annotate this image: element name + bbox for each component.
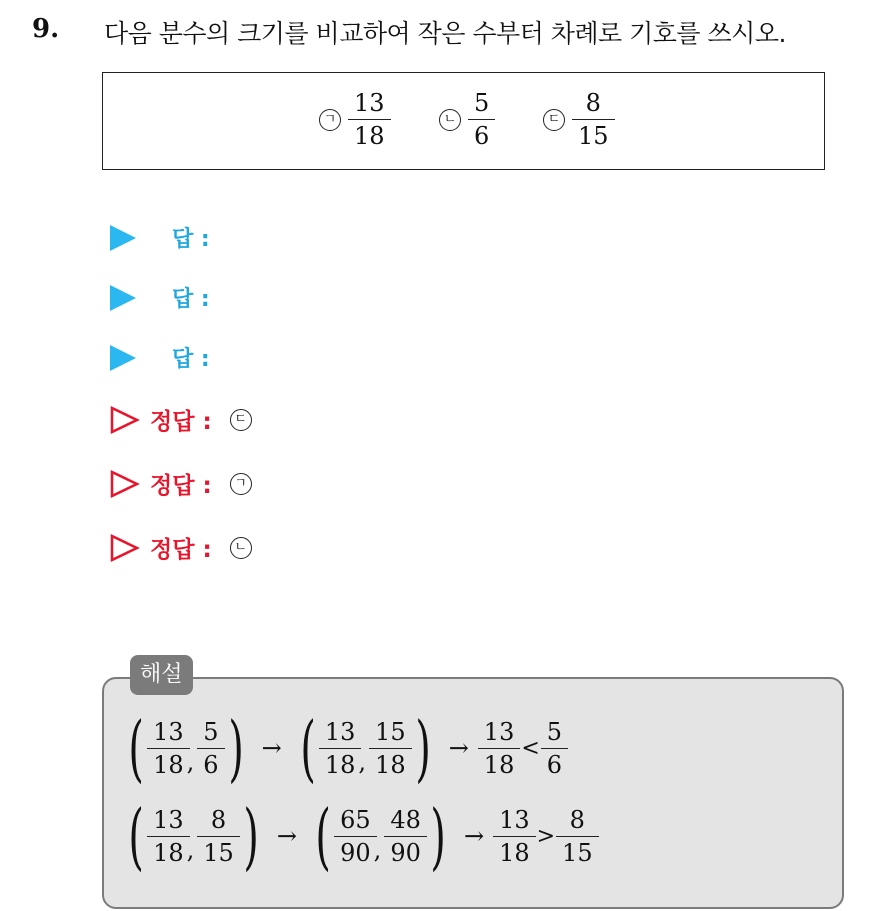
numerator: 13: [153, 805, 184, 834]
outline-triangle-icon: [110, 534, 140, 562]
answer-row-3[interactable]: [110, 342, 210, 373]
choice-symbol: ㄷ: [543, 109, 565, 131]
correct-label: 정답 :: [150, 409, 212, 435]
numerator: 13: [153, 717, 184, 746]
numerator: 13: [354, 89, 385, 117]
fraction: [200, 717, 221, 779]
fraction: [544, 717, 565, 779]
arrow: →: [463, 822, 485, 850]
question-number: 9.: [32, 14, 60, 44]
numerator: 8: [585, 89, 601, 117]
left-paren: (: [128, 794, 144, 878]
fraction: [496, 805, 533, 867]
comparison-operator: <: [521, 735, 540, 761]
choice-symbol: ㄴ: [439, 109, 461, 131]
fraction: [150, 805, 187, 867]
comparison-operator: >: [536, 823, 556, 849]
answer-row-2[interactable]: [110, 282, 210, 313]
choice-nieun: [439, 91, 492, 148]
fraction: [200, 805, 237, 867]
numerator: 8: [210, 805, 227, 834]
fraction: [372, 717, 409, 779]
fraction: [337, 805, 374, 867]
solution-tag: 해설: [130, 655, 193, 695]
right-paren: ): [430, 794, 446, 878]
numerator: 5: [546, 717, 563, 746]
correct-row-2: [110, 467, 252, 500]
fraction: [351, 91, 388, 148]
left-paren: (: [300, 706, 316, 790]
denominator: 15: [572, 119, 615, 148]
comma: ,: [186, 748, 195, 776]
denominator: 6: [197, 748, 224, 777]
denominator: 15: [556, 836, 599, 865]
solution-line-1: [122, 706, 565, 790]
arrow: →: [276, 822, 298, 850]
solution-line-2: [122, 794, 596, 878]
denominator: 18: [369, 748, 412, 777]
denominator: 90: [384, 836, 427, 865]
outline-triangle-icon: [110, 406, 140, 434]
numerator: 5: [474, 89, 490, 117]
numerator: 65: [340, 805, 371, 834]
numerator: 15: [375, 717, 406, 746]
denominator: 6: [541, 748, 568, 777]
numerator: 48: [390, 805, 421, 834]
denominator: 18: [478, 748, 521, 777]
comma: ,: [358, 748, 367, 776]
denominator: 18: [319, 748, 362, 777]
right-paren: ): [243, 794, 259, 878]
fraction: [322, 717, 359, 779]
play-triangle-icon: [110, 285, 136, 311]
right-paren: ): [227, 706, 244, 790]
numerator: 5: [203, 717, 219, 746]
denominator: 6: [468, 119, 495, 148]
arrow: →: [448, 734, 469, 762]
correct-row-1: [110, 403, 252, 436]
answer-label: 답 :: [172, 287, 210, 312]
numerator: 13: [499, 805, 530, 834]
outline-triangle-icon: [110, 470, 140, 498]
fraction: [150, 717, 187, 779]
comma: ,: [373, 836, 382, 864]
choice-giyeok: [319, 91, 388, 148]
fraction: [575, 91, 612, 148]
numerator: 8: [569, 805, 585, 834]
answer-label: 답 :: [172, 227, 210, 252]
answer-row-1[interactable]: [110, 222, 210, 253]
fraction: [387, 805, 424, 867]
correct-label: 정답 :: [150, 537, 212, 563]
denominator: 18: [147, 748, 190, 777]
fraction: [559, 805, 596, 867]
fraction: [481, 717, 518, 779]
denominator: 90: [334, 836, 377, 865]
choices-box: [102, 72, 825, 170]
correct-label: 정답 :: [150, 473, 212, 499]
choice-symbol: ㄱ: [319, 109, 341, 131]
denominator: 15: [197, 836, 240, 865]
left-paren: (: [128, 706, 144, 790]
left-paren: (: [315, 794, 331, 878]
arrow: →: [261, 734, 282, 762]
right-paren: ): [414, 706, 431, 790]
comma: ,: [186, 836, 195, 864]
numerator: 13: [483, 717, 515, 746]
numerator: 13: [324, 717, 356, 746]
answer-label: 답 :: [172, 347, 210, 372]
choice-digeut: [543, 91, 612, 148]
question-text: 다음 분수의 크기를 비교하여 작은 수부터 차례로 기호를 쓰시오.: [104, 19, 786, 48]
correct-row-3: [110, 531, 252, 564]
correct-symbol: ㄷ: [230, 409, 252, 431]
denominator: 18: [493, 836, 536, 865]
denominator: 18: [348, 119, 391, 148]
play-triangle-icon: [110, 225, 136, 251]
denominator: 18: [147, 836, 190, 865]
play-triangle-icon: [110, 345, 136, 371]
correct-symbol: ㄱ: [230, 473, 252, 495]
correct-symbol: ㄴ: [230, 537, 252, 559]
fraction: [471, 91, 492, 148]
